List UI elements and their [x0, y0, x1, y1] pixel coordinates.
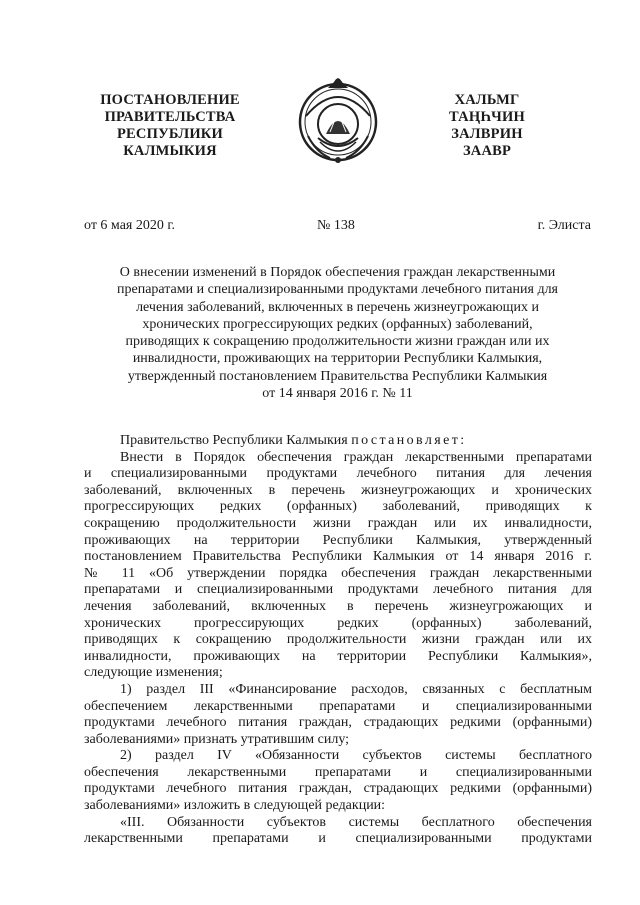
body-line: лечения заболеваний, включенных в перечень жизнеугрожающих и [84, 598, 592, 614]
document-meta [84, 218, 591, 236]
body-line: заболеваний, включенных в перечень жизнеугрожающих и хронических [84, 482, 592, 498]
issuer-line: ЗАЛВРИН [451, 126, 523, 142]
body-line: прогрессирующих редких (орфанных) заболеваний, приводящих к [84, 499, 592, 515]
intro-text: Правительство Республики Калмыкия [120, 433, 352, 448]
body-line: проживающих на территории Республики Калмыкия, утвержденный [84, 532, 592, 548]
body-line: сокращению продолжительности жизни граждан или их инвалидности, [84, 515, 592, 531]
title-line: хронических прогрессирующих редких (орфанных) заболеваний, [142, 316, 533, 332]
body-line: продуктами лечебного питания граждан, страдающих редкими (орфанными) [84, 781, 592, 797]
document-date: от 6 мая 2020 г. [84, 218, 176, 233]
issuer-title-kalmyk [392, 92, 582, 160]
body-line: продуктами лечебного питания граждан, страдающих редкими (орфанными) [84, 715, 592, 731]
title-line: препаратами и специализированными продуктами лечебного питания для [117, 282, 558, 298]
document-title [84, 264, 591, 402]
body-line: заболеваниями» изложить в следующей редакции: [84, 798, 386, 814]
body-line: следующие изменения; [84, 665, 223, 681]
document-number: № 138 [317, 218, 355, 233]
issuer-line: ПОСТАНОВЛЕНИЕ [100, 92, 240, 108]
issuer-line: ЗААВР [462, 143, 512, 159]
kalmykia-coat-of-arms-icon [296, 76, 380, 166]
body-line: хронических прогрессирующих редких (орфанных) заболеваний, [84, 615, 592, 631]
body-line: лекарственными препаратами и специализированными продуктами [84, 831, 592, 847]
body-line: 1) раздел III «Финансирование расходов, связанных с бесплатным [120, 681, 592, 697]
title-line: утвержденный постановлением Правительства Республики Калмыкия [127, 368, 548, 384]
issuer-title-russian [75, 92, 265, 160]
body-line: № 11 «Об утверждении порядка обеспечения граждан лекарственными [84, 565, 592, 581]
title-line: приводящих к сокращению продолжительности жизни граждан или их [125, 334, 550, 350]
document-body [84, 433, 592, 848]
body-line: препаратами и специализированными продуктами лечебного питания для [84, 582, 592, 598]
intro-line [84, 433, 592, 450]
issuer-line: РЕСПУБЛИКИ [116, 126, 224, 142]
issuer-line: ТАҢҺЧИН [449, 109, 525, 125]
title-line: О внесении изменений в Порядок обеспечения граждан лекарственными [119, 265, 556, 280]
body-line: обеспечения лекарственными препаратами и специализированными [84, 764, 592, 780]
body-line: обеспечением лекарственными препаратами и специализированными [84, 698, 592, 714]
body-line: 2) раздел IV «Обязанности субъектов системы бесплатного [120, 748, 592, 764]
body-line: и специализированными продуктами лечебного питания для лечения [84, 466, 592, 482]
body-line: Внести в Порядок обеспечения граждан лекарственными препаратами [120, 449, 592, 465]
body-line: постановлением Правительства Республики Калмыкия от 14 января 2016 г. [84, 549, 592, 565]
issuer-line: ПРАВИТЕЛЬСТВА [104, 109, 236, 125]
body-line: инвалидности, проживающих на территории Республики Калмыкия», [84, 648, 592, 664]
title-line: лечения заболеваний, включенных в перечень жизнеугрожающих и [136, 299, 539, 315]
title-line: инвалидности, проживающих на территории Республики Калмыкия, [132, 351, 543, 367]
title-line: от 14 января 2016 г. № 11 [262, 386, 413, 402]
body-line: заболеваниями» признать утратившим силу; [84, 731, 350, 747]
issuer-line: ХАЛЬМГ [454, 92, 520, 108]
body-line: приводящих к сокращению продолжительности жизни граждан или их [84, 632, 592, 648]
intro-decree-word: постановляет: [351, 433, 467, 448]
issuer-line: КАЛМЫКИЯ [123, 143, 217, 159]
document-city: г. Элиста [537, 218, 591, 233]
body-line: «III. Обязанности субъектов системы бесплатного обеспечения [120, 814, 592, 830]
